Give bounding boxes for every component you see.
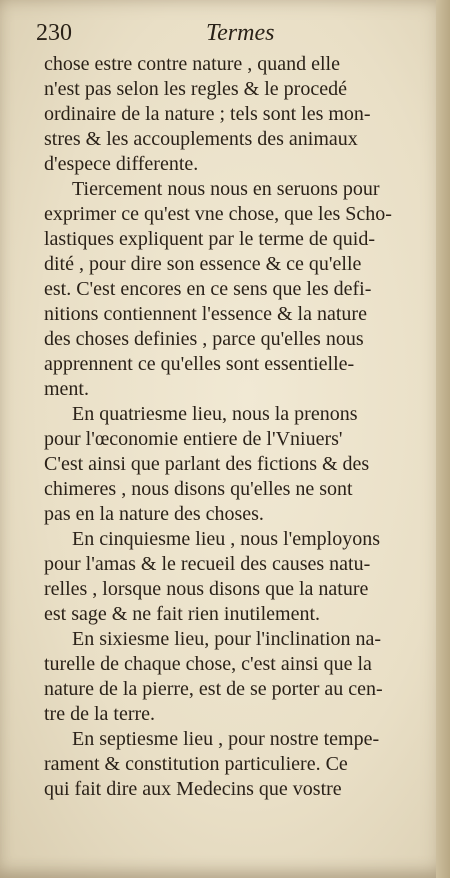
text-line: lastiques expliquent par le terme de quid- — [44, 228, 376, 250]
text-line: d'espece differente. — [44, 153, 199, 175]
text-line: dité , pour dire son essence & ce qu'elle — [44, 253, 362, 275]
text-line: nature de la pierre, est de se porter au cen- — [44, 678, 383, 700]
text-line: est sage & ne fait rien inutilement. — [44, 603, 321, 625]
text-line: ment. — [44, 378, 89, 400]
text-line: C'est ainsi que parlant des fictions & des — [44, 453, 370, 475]
text-line: tre de la terre. — [44, 703, 156, 725]
text-line: stres & les accouplements des animaux — [44, 128, 358, 150]
text-line: relles , lorsque nous disons que la nature — [44, 578, 369, 600]
text-line: qui fait dire aux Medecins que vostre — [44, 778, 342, 800]
text-line: est. C'est encores en ce sens que les defi- — [44, 278, 372, 300]
paragraph-start-line: En septiesme lieu , pour nostre tempe- — [72, 728, 380, 750]
text-line: pour l'œconomie entiere de l'Vniuers' — [44, 428, 343, 450]
page-header — [36, 16, 416, 48]
text-line: pas en la nature des choses. — [44, 503, 264, 525]
paragraph-start-line: Tiercement nous nous en seruons pour — [72, 178, 380, 200]
text-line: n'est pas selon les regles & le procedé — [44, 78, 347, 100]
text-line: exprimer ce qu'est vne chose, que les Scho- — [44, 203, 392, 225]
text-line: des choses definies , parce qu'elles nous — [44, 328, 364, 350]
text-line: rament & constitution particuliere. Ce — [44, 753, 348, 775]
paragraph-start-line: En quatriesme lieu, nous la prenons — [72, 403, 358, 425]
running-head: Termes — [206, 20, 275, 46]
text-line: turelle de chaque chose, c'est ainsi que la — [44, 653, 372, 675]
page-number: 230 — [36, 20, 72, 46]
text-line: apprennent ce qu'elles sont essentielle- — [44, 353, 355, 375]
paragraph-start-line: En sixiesme lieu, pour l'inclination na- — [72, 628, 382, 650]
text-line: ordinaire de la nature ; tels sont les mon- — [44, 103, 371, 125]
paragraph-start-line: En cinquiesme lieu , nous l'employons — [72, 528, 381, 550]
text-line: chose estre contre nature , quand elle — [44, 53, 340, 75]
page-edge — [436, 0, 450, 878]
body-text — [44, 52, 424, 802]
text-line: pour l'amas & le recueil des causes natu- — [44, 553, 371, 575]
text-line: chimeres , nous disons qu'elles ne sont — [44, 478, 353, 500]
text-line: nitions contiennent l'essence & la nature — [44, 303, 367, 325]
